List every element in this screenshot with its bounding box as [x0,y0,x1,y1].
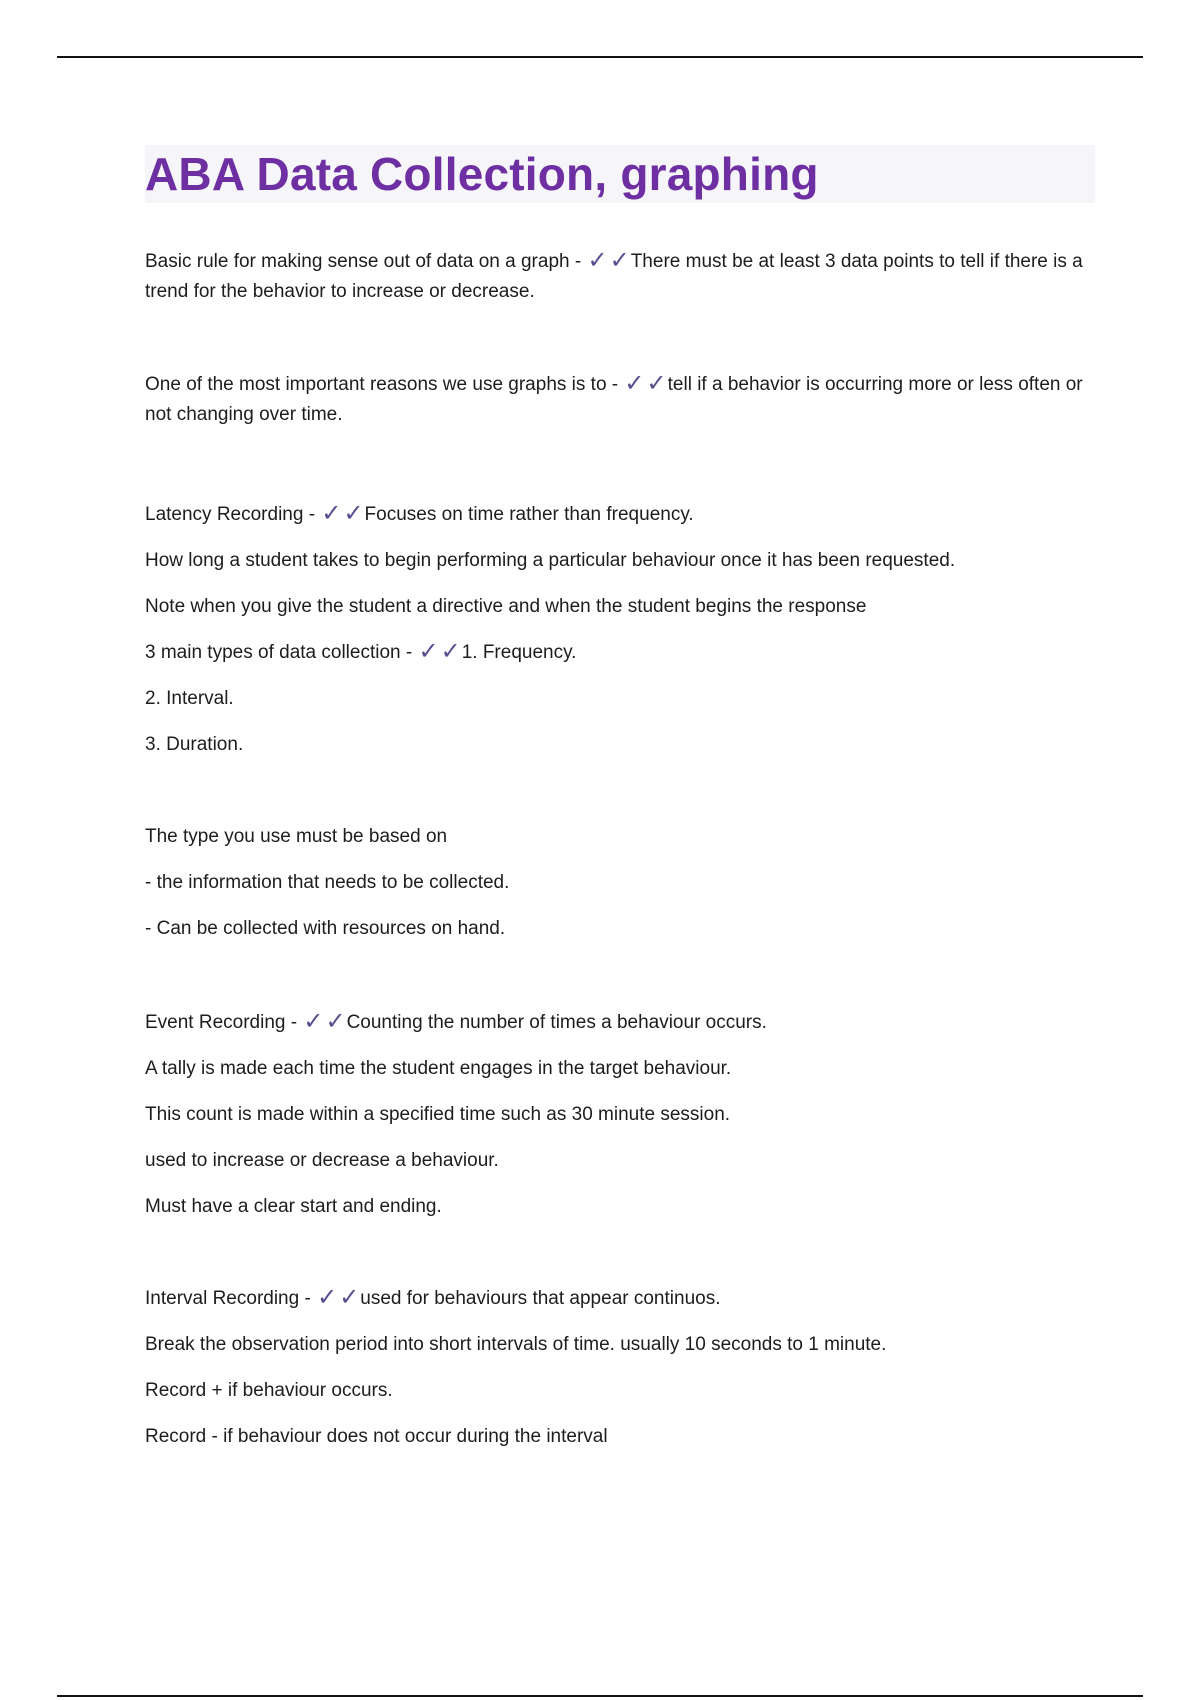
card-3 [145,492,1095,630]
title-band [145,145,1095,203]
bottom-rule [57,1695,1143,1697]
card-4-answer: 1. Frequency. [461,642,577,663]
card-3-line-2: Note when you give the student a directive and when the student begins the response [145,596,867,617]
card-6-question: Interval Recording - [145,1288,317,1309]
card-5-question: Event Recording - [145,1012,303,1033]
card-6-qa-row [145,1276,1095,1322]
page-title: ABA Data Collection, graphing [145,148,819,200]
top-rule [57,56,1143,58]
card-4-qa [145,638,576,668]
check-mark-icon: ✓ [321,500,342,527]
card-3-line-1: How long a student takes to begin performing a particular behaviour once it has been requested. [145,550,956,571]
check-mark-icon: ✓ [587,247,608,274]
check-mark-icon: ✓ [325,1008,346,1035]
card-1-qa [145,247,1095,307]
card-4-line-6: - Can be collected with resources on hand. [145,918,506,939]
check-mark-icon: ✓ [339,1284,360,1311]
card-2 [145,370,1095,430]
card-2-answer: tell if a behavior is occurring more or less often or not changing over time. [145,374,1083,425]
card-6-line-1: Break the observation period into short intervals of time. usually 10 seconds to 1 minute. [145,1334,887,1355]
card-1-question: Basic rule for making sense out of data on a graph - [145,251,587,272]
check-mark-icon: ✓ [303,1008,324,1035]
check-mark-icon: ✓ [646,370,667,397]
card-6-line-3: Record - if behaviour does not occur during the interval [145,1426,608,1447]
card-3-qa-row [145,492,1095,538]
check-mark-icon: ✓ [440,638,461,665]
check-mark-icon: ✓ [418,638,439,665]
card-6 [145,1276,1095,1460]
card-4-question: 3 main types of data collection - [145,642,418,663]
card-4-line-4: The type you use must be based on [145,826,448,847]
card-3-answer: Focuses on time rather than frequency. [364,504,694,525]
card-3-question: Latency Recording - [145,504,321,525]
card-5-line-3: used to increase or decrease a behaviour. [145,1150,499,1171]
card-4-line-5: - the information that needs to be collected. [145,872,510,893]
card-5-qa-row [145,1000,1095,1046]
card-4-line-3 [145,768,1095,814]
card-6-answer: used for behaviours that appear continuos. [360,1288,721,1309]
card-6-line-2: Record + if behaviour occurs. [145,1380,393,1401]
card-5-qa [145,1008,767,1038]
card-5 [145,1000,1095,1230]
card-4-line-2: 3. Duration. [145,734,244,755]
card-5-answer: Counting the number of times a behaviour occurs. [346,1012,767,1033]
check-mark-icon: ✓ [609,247,630,274]
check-mark-icon: ✓ [317,1284,338,1311]
card-4-qa-row [145,630,1095,676]
card-1 [145,247,1095,307]
card-4-line-1: 2. Interval. [145,688,234,709]
page-content [145,145,1095,1460]
card-5-line-2: This count is made within a specified time such as 30 minute session. [145,1104,731,1125]
card-3-qa [145,500,694,530]
card-1-answer: There must be at least 3 data points to tell if there is a trend for the behavior to increase or decrease. [145,251,1083,302]
card-6-qa [145,1284,720,1314]
check-mark-icon: ✓ [343,500,364,527]
card-5-line-1: A tally is made each time the student engages in the target behaviour. [145,1058,732,1079]
card-5-line-4: Must have a clear start and ending. [145,1196,442,1217]
card-2-question: One of the most important reasons we use graphs is to - [145,374,624,395]
check-mark-icon: ✓ [624,370,645,397]
card-2-qa [145,370,1095,430]
card-4 [145,630,1095,952]
